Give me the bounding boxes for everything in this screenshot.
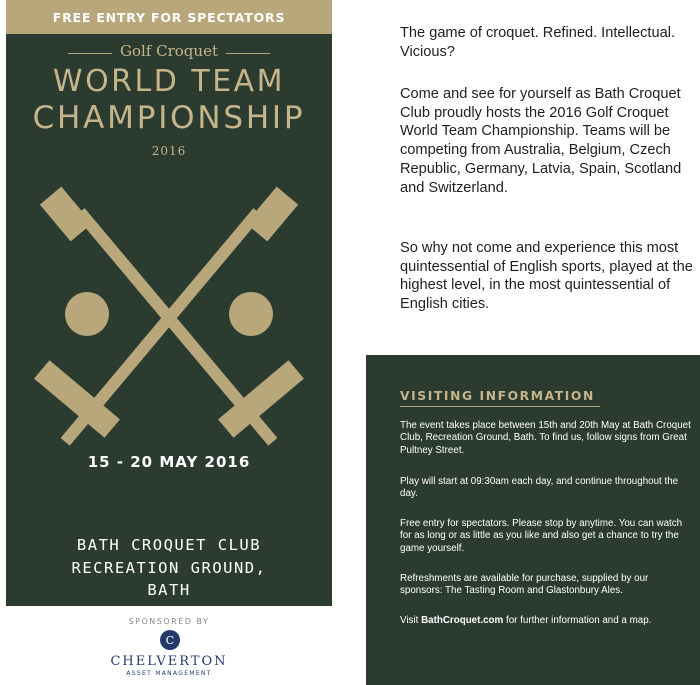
poster-panel [6,0,332,685]
visiting-paragraph-2: Play will start at 09:30am each day, and continue throughout the day. [400,476,679,500]
visiting-p5-prefix: Visit [400,615,422,626]
visiting-info-panel [366,355,700,685]
sponsor-name: CHELVERTON [110,654,228,669]
sponsor-tagline: ASSET MANAGEMENT [126,670,212,677]
poster-title-line1: WORLD TEAM [52,64,286,99]
visiting-paragraph-4: Refreshments are available for purchase, supplied by our sponsors: The Tasting Room and Glastonbury Ales. [400,573,649,597]
croquet-ball-left-icon [65,292,109,336]
visiting-paragraph-1: The event takes place between 15th and 20th May at Bath Croquet Club, Recreation Ground, Bath. To find us, follow signs from Great Pultney Street. [400,420,691,456]
poster-title-line2: CHAMPIONSHIP [32,100,306,136]
crossed-mallets-illustration [6,34,332,454]
event-dates: 15 - 20 MAY 2016 [87,453,251,471]
intro-paragraph-3: So why not come and experience this most quintessential of English sports, played at the highest level, in the most quintessential of English cities. [400,240,693,313]
venue-line-1: BATH CROQUET CLUB [76,536,262,554]
visiting-p5-suffix: for further information and a map. [503,615,652,626]
website-link[interactable]: BathCroquet.com [421,615,504,626]
visiting-paragraph-3: Free entry for spectators. Please stop by anytime. You can watch for as long or as little as you like and also get a chance to try the game yourself. [400,518,683,554]
croquet-ball-right-icon [229,292,273,336]
intro-panel [366,0,700,352]
poster-subtitle: Golf Croquet [120,42,218,60]
intro-paragraph-1: The game of croquet. Refined. Intellectual. Vicious? [400,25,676,60]
venue-line-2: RECREATION GROUND, [71,559,267,577]
visiting-heading-rule [400,406,600,407]
venue-line-3: BATH [147,581,191,599]
visiting-info-heading: VISITING INFORMATION [400,389,595,403]
sponsor-logo-icon: C [160,630,180,650]
intro-paragraph-2: Come and see for yourself as Bath Croquet Club proudly hosts the 2016 Golf Croquet World Team Championship. Teams will be competing from Australia, Belgium, Czech Republic, Germany, Latvia, Spain, Scotland and Switzerland. [400,86,682,196]
visiting-paragraph-5 [400,615,692,627]
free-entry-banner: FREE ENTRY FOR SPECTATORS [6,0,332,34]
poster-year: 2016 [151,144,187,158]
sponsored-by-label: SPONSORED BY [128,617,210,626]
